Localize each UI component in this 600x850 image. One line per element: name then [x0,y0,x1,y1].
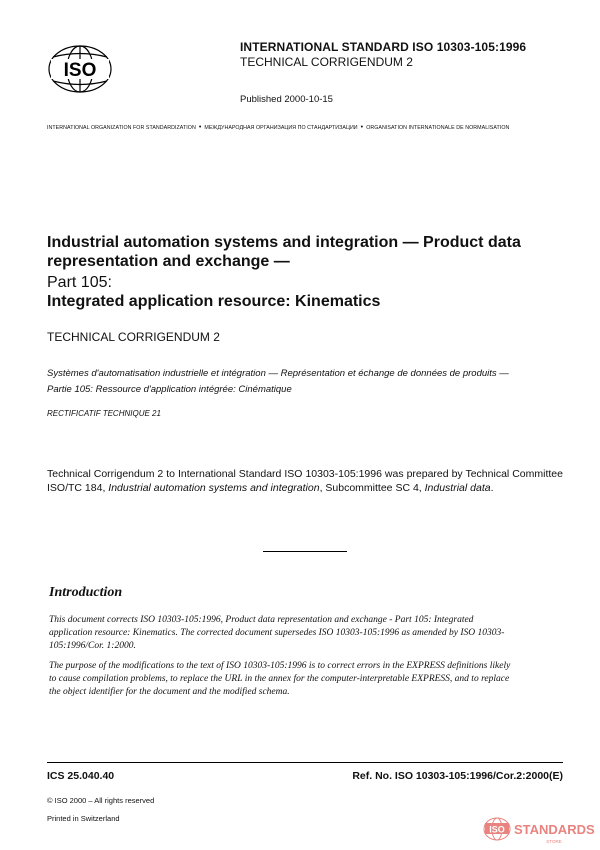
document-title: Industrial automation systems and integration — Product data representation and exchange — [47,234,521,270]
watermark-tagline: STORE [546,839,562,844]
introduction-paragraph-1: This document corrects ISO 10303-105:1996, Product data representation and exchange - Part 105: Integrated application resource: Kinematics. The corrected document supersedes ISO 10303-105:1996 as amended by ISO 10303-105:1996/Cor. 1:2000. [49,615,505,652]
footer-rule [47,762,563,763]
watermark-logo-text: ISO [489,824,505,835]
iso-standards-store-watermark [483,815,595,845]
committee-name: Industrial automation systems and integration [108,482,320,494]
technical-corrigendum-heading: TECHNICAL CORRIGENDUM 2 [47,330,220,344]
french-rectificatif: RECTIFICATIF TECHNIQUE 21 [47,409,161,418]
prepared-by-paragraph [47,467,563,495]
part-title: Integrated application resource: Kinematics [47,293,381,310]
part-label: Part 105: [47,274,112,291]
french-title-line2: Partie 105: Ressource d'application intégrée: Cinématique [47,384,292,395]
organization-line [47,124,509,131]
watermark-brand: STANDARDS [514,822,595,837]
iso-logo [47,44,113,94]
org-name-ru: МЕЖДУНАРОДНАЯ ОРГАНИЗАЦИЯ ПО СТАНДАРТИЗАЦИИ [204,125,358,131]
introduction-heading: Introduction [49,585,123,600]
section-divider [263,551,347,552]
french-title-line1: Systèmes d'automatisation industrielle et intégration — Représentation et échange de données de produits — [47,368,509,379]
reference-number: Ref. No. ISO 10303-105:1996/Cor.2:2000(E) [352,770,563,782]
printed-location: Printed in Switzerland [47,814,120,823]
ics-code: ICS 25.040.40 [47,770,115,782]
separator-dot: • [360,124,364,131]
subcommittee-name: Industrial data [424,482,491,494]
org-name-fr: ORGANISATION INTERNATIONALE DE NORMALISATION [366,125,510,131]
org-name-en: INTERNATIONAL ORGANIZATION FOR STANDARDIZATION [47,125,196,131]
separator-dot: • [198,124,202,131]
copyright-notice: © ISO 2000 – All rights reserved [47,796,155,805]
published-date: Published 2000-10-15 [240,94,333,105]
iso-logo-text: ISO [63,60,97,81]
corrigendum-label: TECHNICAL CORRIGENDUM 2 [240,55,413,69]
introduction-paragraph-2: The purpose of the modifications to the text of ISO 10303-105:1996 is to correct errors in the EXPRESS definitions likely to cause compilation problems, to replace the URL in the annex for the computer-interpretable EXPRESS, and to replace the object identifier for the document and the modified schema. [49,661,511,698]
prepared-text: , Subcommittee SC 4, [319,482,425,494]
prepared-text: . [490,482,494,494]
standard-title: INTERNATIONAL STANDARD ISO 10303-105:1996 [240,40,527,54]
prepared-text: Technical Corrigendum 2 to International Standard ISO 10303-105:1996 was prepared by Technical Committee ISO/TC 184, [47,468,563,494]
